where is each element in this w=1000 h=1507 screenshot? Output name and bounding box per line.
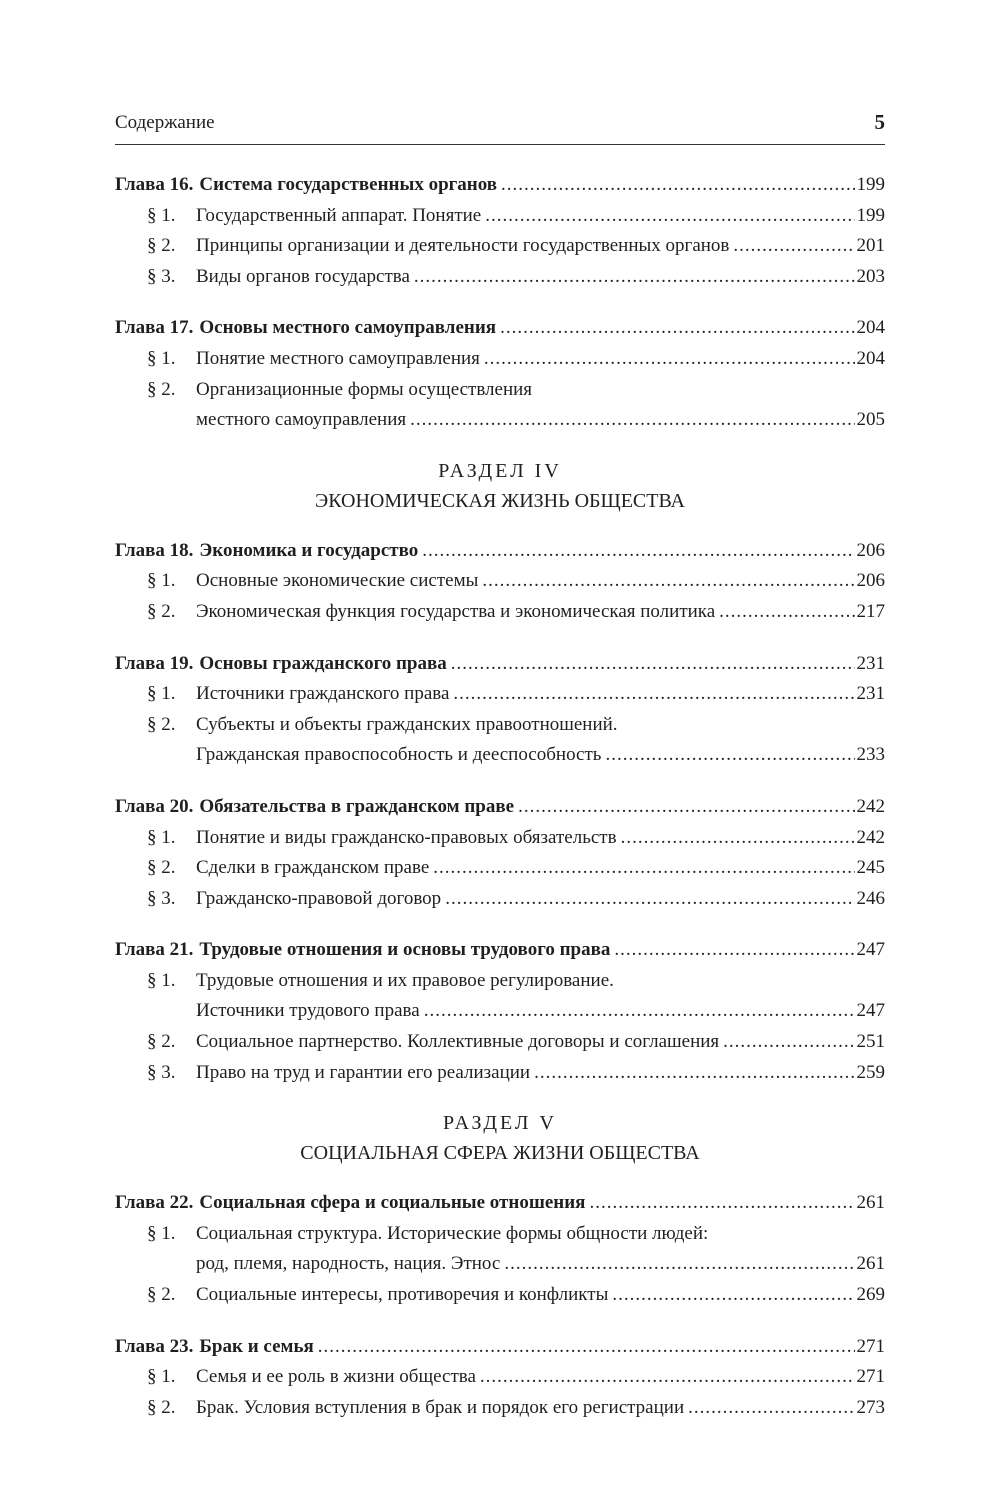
entry-label: § 1. — [147, 347, 176, 369]
entry-title: Основы гражданского права — [199, 652, 447, 674]
part-name: СОЦИАЛЬНАЯ СФЕРА ЖИЗНИ ОБЩЕСТВА — [300, 1142, 700, 1165]
page-number: 5 — [874, 110, 885, 134]
chapter-group — [115, 1188, 885, 1310]
entry-label: Глава 19. — [115, 652, 194, 674]
dot-leader — [453, 679, 854, 710]
chapter-entry — [115, 536, 885, 567]
entry-page: 205 — [856, 409, 885, 431]
header-title: Содержание — [115, 112, 215, 133]
chapter-entry — [115, 313, 885, 344]
dot-leader — [589, 1188, 854, 1219]
entry-page: 204 — [856, 347, 885, 369]
dot-leader — [451, 649, 855, 680]
entry-page: 246 — [856, 887, 885, 909]
entry-page: 204 — [856, 317, 885, 339]
section-entry — [115, 823, 885, 854]
entry-title: Источники гражданского права — [196, 683, 450, 705]
entry-label: Глава 20. — [115, 795, 194, 817]
dot-leader — [534, 1058, 854, 1089]
entry-title: Обязательства в гражданском праве — [199, 795, 515, 817]
entry-page: 231 — [856, 683, 885, 705]
entry-page: 233 — [856, 744, 885, 766]
entry-page: 242 — [856, 826, 885, 848]
entry-title: Социальное партнерство. Коллективные договоры и соглашения — [196, 1031, 720, 1053]
entry-title: местного самоуправления — [196, 409, 407, 431]
entry-page: 271 — [856, 1366, 885, 1388]
dot-leader — [733, 231, 854, 262]
entry-label: Глава 18. — [115, 539, 194, 561]
entry-page: 271 — [856, 1335, 885, 1357]
part-number: РАЗДЕЛ IV — [438, 459, 562, 482]
entry-title: Социальная сфера и социальные отношения — [199, 1192, 586, 1214]
section-entry — [115, 597, 885, 628]
entry-page: 251 — [856, 1031, 885, 1053]
entry-page: 259 — [856, 1061, 885, 1083]
chapter-group — [115, 649, 885, 771]
entry-title: Право на труд и гарантии его реализации — [196, 1061, 531, 1083]
chapter-group — [115, 1332, 885, 1424]
entry-label: § 2. — [147, 857, 176, 879]
entry-title: Брак и семья — [199, 1335, 314, 1357]
entry-page: 242 — [856, 795, 885, 817]
section-entry — [115, 966, 885, 997]
dot-leader — [482, 566, 854, 597]
entry-title: Социальные интересы, противоречия и конфликты — [196, 1284, 609, 1306]
entry-title: Принципы организации и деятельности государственных органов — [196, 235, 730, 257]
entry-label: Глава 21. — [115, 939, 194, 961]
dot-leader — [501, 170, 855, 201]
part-number: РАЗДЕЛ V — [443, 1112, 557, 1135]
dot-leader — [612, 1280, 854, 1311]
entry-title: Гражданско-правовой договор — [196, 887, 442, 909]
chapter-group — [115, 935, 885, 1088]
entry-page: 247 — [856, 939, 885, 961]
section-entry — [115, 1280, 885, 1311]
chapter-entry — [115, 935, 885, 966]
entry-label: § 3. — [147, 265, 176, 287]
section-entry — [115, 853, 885, 884]
entry-title: Семья и ее роль в жизни общества — [196, 1366, 476, 1388]
entry-label: § 1. — [147, 204, 176, 226]
entry-label: § 1. — [147, 1366, 176, 1388]
chapter-entry — [115, 1188, 885, 1219]
chapter-entry — [115, 1332, 885, 1363]
entry-label: § 2. — [147, 713, 176, 735]
section-entry — [115, 262, 885, 293]
entry-page: 206 — [856, 539, 885, 561]
dot-leader — [433, 853, 854, 884]
section-entry — [115, 679, 885, 710]
entry-label: § 2. — [147, 1031, 176, 1053]
part-heading — [115, 457, 885, 516]
dot-leader — [621, 823, 855, 854]
entry-title: Основы местного самоуправления — [199, 317, 497, 339]
entry-label: § 1. — [147, 1222, 176, 1244]
entry-page: 199 — [856, 204, 885, 226]
chapter-group — [115, 792, 885, 914]
entry-page: 217 — [856, 600, 885, 622]
entry-page: 206 — [856, 570, 885, 592]
running-header — [115, 108, 885, 145]
section-entry — [115, 1027, 885, 1058]
entry-label: § 1. — [147, 969, 176, 991]
entry-title: Источники трудового права — [196, 1000, 420, 1022]
dot-leader — [688, 1393, 854, 1424]
dot-leader — [484, 344, 855, 375]
dot-leader — [614, 935, 854, 966]
entry-page: 231 — [856, 652, 885, 674]
part-name: ЭКОНОМИЧЕСКАЯ ЖИЗНЬ ОБЩЕСТВА — [315, 489, 685, 512]
table-of-contents — [115, 170, 885, 1444]
entry-page: 261 — [856, 1192, 885, 1214]
chapter-entry — [115, 792, 885, 823]
dot-leader — [414, 262, 855, 293]
chapter-entry — [115, 170, 885, 201]
entry-title: Трудовые отношения и основы трудового права — [199, 939, 611, 961]
entry-title: Экономическая функция государства и экономическая политика — [196, 600, 716, 622]
entry-label: § 1. — [147, 570, 176, 592]
entry-page: 245 — [856, 857, 885, 879]
section-entry — [115, 375, 885, 406]
section-entry — [115, 710, 885, 741]
entry-page: 247 — [856, 1000, 885, 1022]
entry-title: Субъекты и объекты гражданских правоотношений. — [196, 713, 618, 735]
section-entry — [115, 231, 885, 262]
section-entry — [115, 996, 885, 1027]
entry-label: § 2. — [147, 1396, 176, 1418]
chapter-group — [115, 536, 885, 628]
entry-label: § 2. — [147, 235, 176, 257]
entry-title: род, племя, народность, нация. Этнос — [196, 1253, 501, 1275]
section-entry — [115, 201, 885, 232]
entry-label: Глава 16. — [115, 174, 194, 195]
entry-label: § 3. — [147, 1061, 176, 1083]
dot-leader — [480, 1362, 855, 1393]
chapter-entry — [115, 649, 885, 680]
entry-page: 199 — [856, 174, 885, 195]
entry-label: Глава 17. — [115, 317, 194, 339]
entry-title: Гражданская правоспособность и дееспособность — [196, 744, 602, 766]
dot-leader — [605, 740, 854, 771]
dot-leader — [723, 1027, 854, 1058]
entry-title: Экономика и государство — [199, 539, 419, 561]
entry-title: Понятие и виды гражданско-правовых обязательств — [196, 826, 617, 848]
dot-leader — [422, 536, 854, 567]
entry-title: Организационные формы осуществления — [196, 378, 533, 400]
section-entry — [115, 884, 885, 915]
entry-page: 201 — [856, 235, 885, 257]
entry-page: 269 — [856, 1284, 885, 1306]
entry-label: § 2. — [147, 600, 176, 622]
entry-title: Понятие местного самоуправления — [196, 347, 480, 369]
dot-leader — [485, 201, 854, 232]
dot-leader — [445, 884, 854, 915]
section-entry — [115, 566, 885, 597]
entry-label: Глава 23. — [115, 1335, 194, 1357]
section-entry — [115, 1058, 885, 1089]
dot-leader — [719, 597, 854, 628]
section-entry — [115, 344, 885, 375]
entry-title: Трудовые отношения и их правовое регулирование. — [196, 969, 614, 991]
dot-leader — [318, 1332, 855, 1363]
entry-label: § 2. — [147, 1284, 176, 1306]
entry-title: Сделки в гражданском праве — [196, 857, 430, 879]
entry-label: Глава 22. — [115, 1192, 194, 1214]
chapter-group — [115, 313, 885, 435]
entry-page: 273 — [856, 1396, 885, 1418]
dot-leader — [424, 996, 855, 1027]
dot-leader — [410, 405, 854, 436]
entry-title: Основные экономические системы — [196, 570, 479, 592]
entry-label: § 1. — [147, 683, 176, 705]
entry-title: Государственный аппарат. Понятие — [196, 204, 482, 226]
section-entry — [115, 1249, 885, 1280]
part-heading — [115, 1109, 885, 1168]
dot-leader — [518, 792, 854, 823]
entry-page: 203 — [856, 265, 885, 287]
section-entry — [115, 1362, 885, 1393]
entry-title: Система государственных органов — [199, 174, 497, 195]
entry-label: § 2. — [147, 378, 176, 400]
entry-label: § 3. — [147, 887, 176, 909]
entry-title: Виды органов государства — [196, 265, 410, 287]
section-entry — [115, 405, 885, 436]
entry-title: Брак. Условия вступления в брак и порядок его регистрации — [196, 1396, 685, 1418]
dot-leader — [504, 1249, 854, 1280]
section-entry — [115, 740, 885, 771]
section-entry — [115, 1393, 885, 1424]
entry-title: Социальная структура. Исторические формы общности людей: — [196, 1222, 709, 1244]
entry-label: § 1. — [147, 826, 176, 848]
entry-page: 261 — [856, 1253, 885, 1275]
chapter-group — [115, 170, 885, 292]
section-entry — [115, 1219, 885, 1250]
dot-leader — [500, 313, 854, 344]
